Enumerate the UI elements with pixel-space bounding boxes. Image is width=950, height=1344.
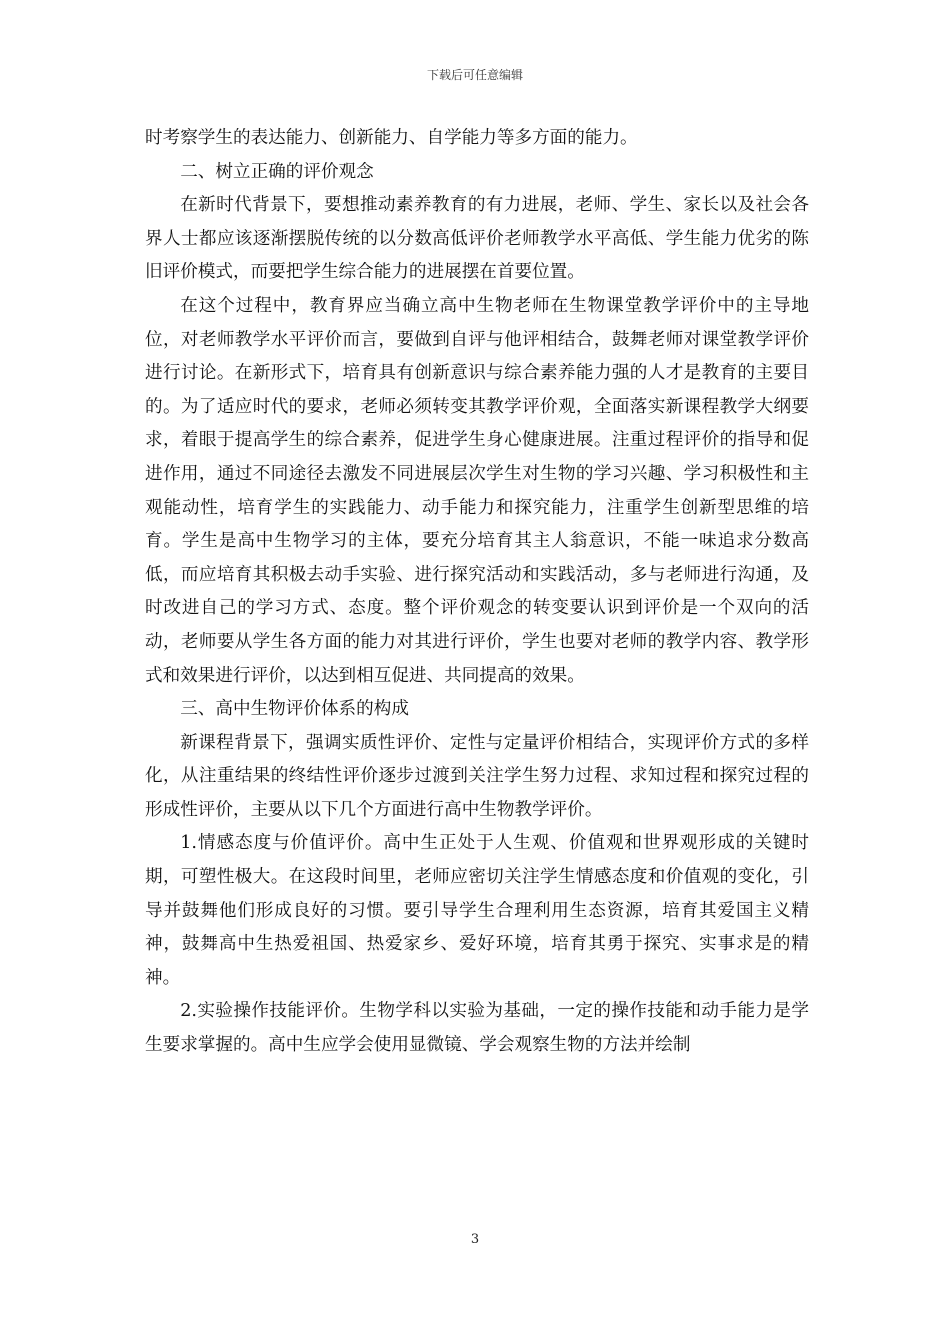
paragraph-5: 1.情感态度与价值评价。高中生正处于人生观、价值观和世界观形成的关键时期，可塑性极大。在这段时间里，老师应密切关注学生情感态度和价值观的变化，引导并鼓舞他们形成良好的习惯。要引导学生合理利用生态资源，培育其爱国主义精神，鼓舞高中生热爱祖国、热爱家乡、爱好环境，培育其勇于探究、实事求是的精神。 (145, 833, 809, 988)
page-header: 下载后可任意编辑 (426, 68, 523, 82)
section-heading-3: 三、高中生物评价体系的构成 (180, 699, 409, 720)
document-body (145, 122, 809, 1063)
page-number: 3 (470, 1232, 480, 1247)
paragraph-6: 2.实验操作技能评价。生物学科以实验为基础，一定的操作技能和动手能力是学生要求掌握的。高中生应学会使用显微镜、学会观察生物的方法并绘制 (145, 1001, 809, 1056)
paragraph-3: 在这个过程中，教育界应当确立高中生物老师在生物课堂教学评价中的主导地位，对老师教学水平评价而言，要做到自评与他评相结合，鼓舞老师对课堂教学评价进行讨论。在新形式下，培育具有创新意识与综合素养能力强的人才是教育的主要目的。为了适应时代的要求，老师必须转变其教学评价观，全面落实新课程教学大纲要求，着眼于提高学生的综合素养，促进学生身心健康进展。注重过程评价的指导和促进作用，通过不同途径去激发不同进展层次学生对生物的学习兴趣、学习积极性和主观能动性，培育学生的实践能力、动手能力和探究能力，注重学生创新型思维的培育。学生是高中生物学习的主体，要充分培育其主人翁意识，不能一味追求分数高低，而应培育其积极去动手实验、进行探究活动和实践活动，多与老师进行沟通，及时改进自己的学习方式、态度。整个评价观念的转变要认识到评价是一个双向的活动，老师要从学生各方面的能力对其进行评价，学生也要对老师的教学内容、教学形式和效果进行评价，以达到相互促进、共同提高的效果。 (145, 295, 809, 686)
paragraph-2: 在新时代背景下，要想推动素养教育的有力进展，老师、学生、家长以及社会各界人士都应该逐渐摆脱传统的以分数高低评价老师教学水平高低、学生能力优劣的陈旧评价模式，而要把学生综合能力的进展摆在首要位置。 (145, 195, 809, 283)
paragraph-1: 时考察学生的表达能力、创新能力、自学能力等多方面的能力。 (145, 128, 638, 148)
paragraph-4: 新课程背景下，强调实质性评价、定性与定量评价相结合，实现评价方式的多样化，从注重结果的终结性评价逐步过渡到关注学生努力过程、求知过程和探究过程的形成性评价，主要从以下几个方面进行高中生物教学评价。 (145, 732, 809, 820)
section-heading-2: 二、树立正确的评价观念 (180, 161, 374, 182)
